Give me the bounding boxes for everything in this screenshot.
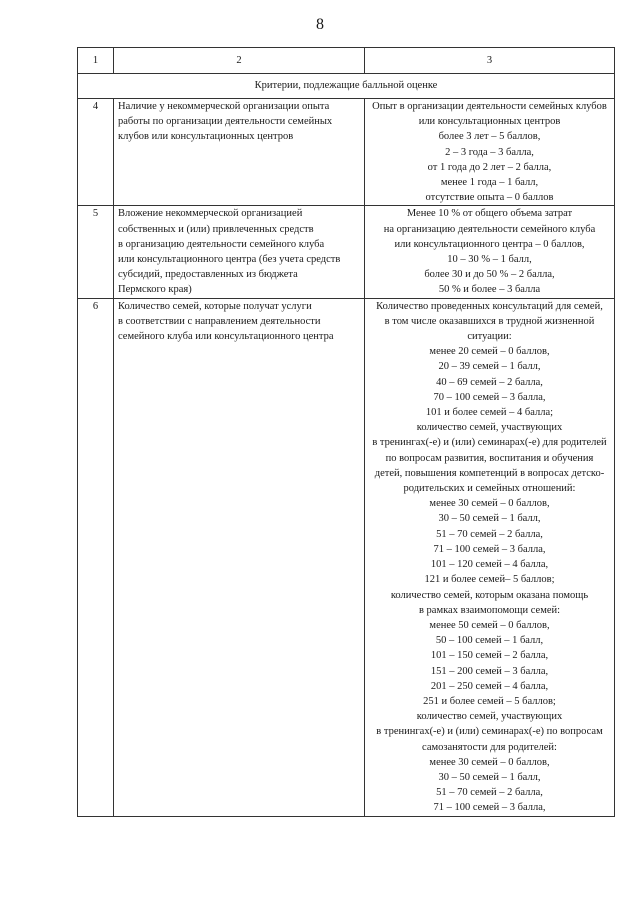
- text-line: 20 – 39 семей – 1 балл,: [438, 361, 541, 373]
- criterion-scoring: [365, 206, 615, 298]
- column-header: 2: [114, 48, 365, 74]
- text-line: или консультационного центра – 0 баллов,: [394, 238, 585, 250]
- row-number: 4: [78, 99, 114, 206]
- text-line: 151 – 200 семей – 3 балла,: [430, 665, 549, 677]
- table-row: [78, 298, 615, 816]
- text-line: более 3 лет – 5 баллов,: [438, 131, 541, 143]
- text-line: ситуации:: [467, 331, 512, 343]
- table-row: [78, 206, 615, 298]
- text-line: 201 – 250 семей – 4 балла,: [430, 680, 549, 692]
- text-line: Наличие у некоммерческой организации опыта: [118, 101, 330, 112]
- column-header: 3: [365, 48, 615, 74]
- text-line: менее 20 семей – 0 баллов,: [429, 346, 550, 358]
- text-line: менее 1 года – 1 балл,: [440, 177, 539, 189]
- text-line: родительских и семейных отношений:: [403, 483, 576, 495]
- text-line: 40 – 69 семей – 2 балла,: [436, 376, 543, 388]
- criterion-scoring: [365, 298, 615, 816]
- criteria-table: [77, 47, 615, 817]
- text-line: 71 – 100 семей – 3 балла,: [433, 543, 546, 555]
- text-line: работы по организации деятельности семейных: [118, 116, 333, 128]
- text-line: 251 и более семей – 5 баллов;: [423, 695, 556, 707]
- text-line: Количество семей, которые получат услуги: [118, 300, 312, 312]
- text-line: Опыт в организации деятельности семейных клубов: [372, 101, 607, 112]
- text-line: клубов или консультационных центров: [118, 131, 294, 143]
- criterion-description: [114, 206, 365, 298]
- text-line: на организацию деятельности семейного клуба: [383, 223, 596, 235]
- text-line: 101 – 150 семей – 2 балла,: [430, 650, 549, 662]
- text-line: Вложение некоммерческой организацией: [118, 208, 303, 220]
- column-header: 1: [78, 48, 114, 74]
- section-row: [78, 74, 615, 99]
- text-line: в рамках взаимопомощи семей:: [418, 604, 561, 616]
- row-number: 6: [78, 298, 114, 816]
- text-line: в организацию деятельности семейного клуба: [118, 238, 325, 250]
- text-line: менее 30 семей – 0 баллов,: [429, 756, 550, 768]
- text-line: в тренингах(-е) и (или) семинарах(-е) для родителей: [372, 437, 607, 449]
- text-line: 50 % и более – 3 балла: [438, 284, 541, 296]
- text-line: Пермского края): [118, 284, 192, 296]
- text-line: 30 – 50 семей – 1 балл,: [438, 513, 541, 525]
- table-row: [78, 99, 615, 206]
- text-line: в тренингах(-е) и (или) семинарах(-е) по вопросам: [376, 726, 603, 738]
- text-line: менее 50 семей – 0 баллов,: [429, 619, 550, 631]
- text-line: 70 – 100 семей – 3 балла,: [433, 391, 546, 403]
- text-line: 101 – 120 семей – 4 балла,: [430, 559, 549, 571]
- text-line: менее 30 семей – 0 баллов,: [429, 498, 550, 510]
- text-line: детей, повышения компетенций в вопросах детско-: [374, 467, 605, 479]
- text-line: 51 – 70 семей – 2 балла,: [436, 528, 543, 540]
- text-line: более 30 и до 50 % – 2 балла,: [424, 269, 555, 281]
- page-number: 8: [316, 16, 324, 33]
- text-line: Количество проведенных консультаций для семей,: [376, 300, 603, 312]
- text-line: 121 и более семей– 5 баллов;: [424, 574, 555, 586]
- section-title: Критерии, подлежащие балльной оценке: [78, 74, 615, 99]
- text-line: 51 – 70 семей – 2 балла,: [436, 787, 543, 799]
- criterion-description: [114, 99, 365, 206]
- text-line: 50 – 100 семей – 1 балл,: [435, 635, 544, 647]
- text-line: количество семей, которым оказана помощь: [390, 589, 589, 601]
- criterion-description: [114, 298, 365, 816]
- text-line: в том числе оказавшихся в трудной жизненной: [384, 315, 595, 327]
- text-line: или консультационных центров: [418, 116, 561, 128]
- text-line: 2 – 3 года – 3 балла,: [445, 146, 534, 158]
- text-line: количество семей, участвующих: [416, 711, 563, 723]
- text-line: самозанятости для родителей:: [422, 741, 557, 753]
- text-line: семейного клуба или консультационного центра: [118, 331, 334, 343]
- text-line: количество семей, участвующих: [416, 422, 563, 434]
- text-line: 101 и более семей – 4 балла;: [425, 407, 554, 419]
- text-line: 71 – 100 семей – 3 балла,: [433, 802, 546, 814]
- text-line: субсидий, предоставленных из бюджета: [118, 269, 298, 281]
- criterion-scoring: [365, 99, 615, 206]
- text-line: 30 – 50 семей – 1 балл,: [438, 771, 541, 783]
- text-line: 10 – 30 % – 1 балл,: [447, 254, 532, 266]
- text-line: или консультационного центра (без учета средств: [118, 254, 341, 266]
- column-header-row: [78, 48, 615, 74]
- text-line: по вопросам развития, воспитания и обучения: [385, 452, 594, 464]
- row-number: 5: [78, 206, 114, 298]
- text-line: в соответствии с направлением деятельности: [118, 315, 321, 327]
- text-line: от 1 года до 2 лет – 2 балла,: [427, 161, 552, 173]
- text-line: отсутствие опыта – 0 баллов: [425, 192, 554, 204]
- text-line: Менее 10 % от общего объема затрат: [406, 208, 573, 220]
- text-line: собственных и (или) привлеченных средств: [118, 223, 314, 235]
